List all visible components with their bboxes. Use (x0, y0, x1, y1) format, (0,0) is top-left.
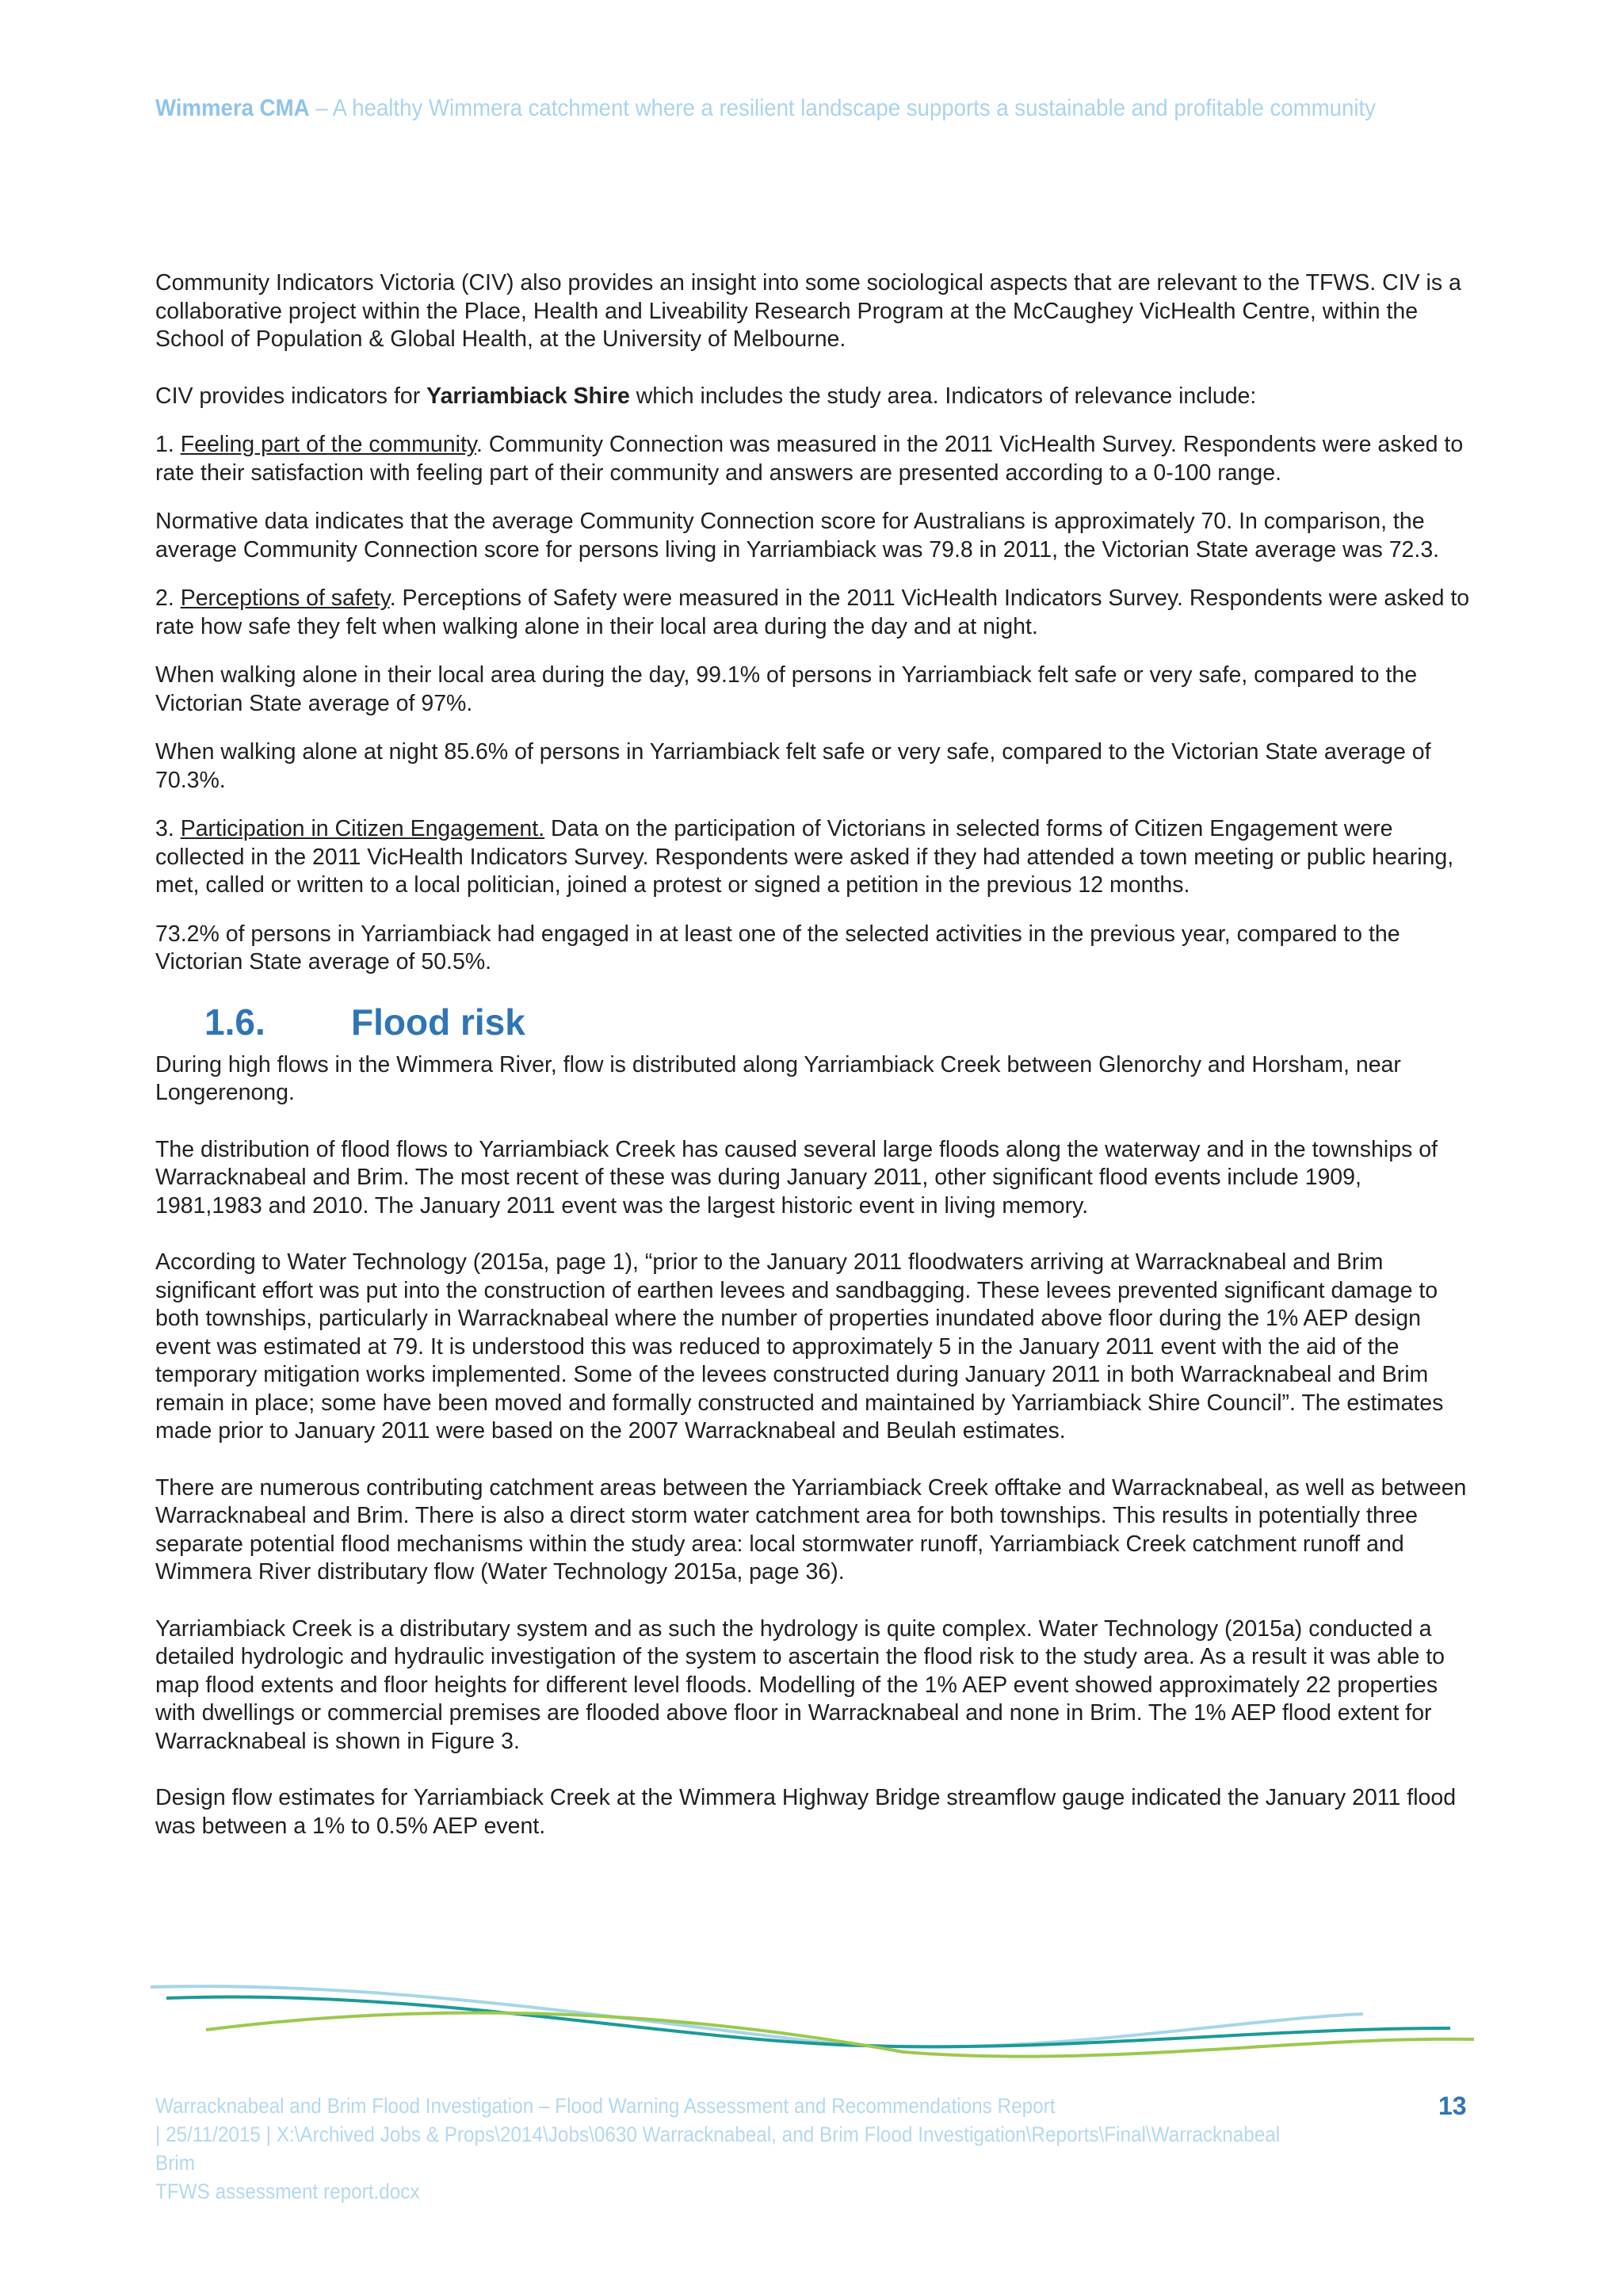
running-header (155, 95, 1395, 122)
paragraph-normative: Normative data indicates that the average Community Connection score for Australians is approximately 70. In comparison, the average Community Connection score for persons living in Yarriambiack was 79.8 in 2011, the Victorian State average was 72.3. (155, 509, 1440, 563)
paragraph-civ-indicators (155, 383, 1471, 411)
page-number: 13 (1438, 2092, 1467, 2120)
paragraph-civ-intro: Community Indicators Victoria (CIV) also provides an insight into some sociological aspects that are relevant to the TFWS. CIV is a collaborative project within the Place, Health and Liveability Research Program at the McCaughey VicHealth Centre, within the School of Population & Global Health, at the University of Melbourne. (155, 270, 1461, 352)
text-bold-shire: Yarriambiack Shire (426, 383, 630, 409)
footer-report-title: Warracknabeal and Brim Flood Investigation – Flood Warning Assessment and Recommendations Report (155, 2094, 1056, 2118)
paragraph-flood-5: Yarriambiack Creek is a distributary system and as such the hydrology is quite complex. Water Technology (2015a) conducted a detailed hydrologic and hydraulic investigation of the system to ascertain the flood risk to the study area. As a result it was able to map flood extents and floor heights for different level floods. Modelling of the 1% AEP event showed approximately 22 properties with dwellings or commercial premises are flooded above floor in Warracknabeal and none in Brim. The 1% AEP flood extent for Warracknabeal is shown in Figure 3. (155, 1615, 1445, 1754)
header-org: Wimmera CMA (155, 95, 310, 121)
indicator-title: Feeling part of the community (180, 432, 476, 457)
paragraph-flood-1: During high flows in the Wimmera River, flow is distributed along Yarriambiack Creek between Glenorchy and Horsham, near Longerenong. (155, 1051, 1401, 1105)
footer-wave-decoration (151, 1973, 1482, 2060)
page-body (155, 269, 1471, 1869)
section-heading (155, 997, 1471, 1047)
paragraph-engagement: 73.2% of persons in Yarriambiack had engaged in at least one of the selected activities in the previous year, compared to the Victorian State average of 50.5%. (155, 921, 1400, 974)
text-run: which includes the study area. Indicators of relevance include: (629, 383, 1257, 409)
text-run: Data on the participation of Victorians in selected forms of Citizen Engagement were collected in the 2011 VicHealth Indicators Survey. Respondents were asked if they had attended a town meeting or public hearing, met, called or written to a local politician, joined a protest or signed a petition in the previous 12 months. (155, 816, 1454, 898)
indicator-title: Participation in Citizen Engagement. (180, 816, 545, 841)
paragraph-night-safety: When walking alone at night 85.6% of persons in Yarriambiack felt safe or very safe, compared to the Victorian State average of 70.3%. (155, 739, 1431, 793)
text-run: . Community Connection was measured in the 2011 VicHealth Survey. Respondents were asked to rate their satisfaction with feeling part of their community and answers are presented according to a 0-100 range. (155, 432, 1464, 486)
text-run: CIV provides indicators for (155, 383, 427, 409)
list-number: 3. (155, 816, 181, 841)
paragraph-day-safety: When walking alone in their local area during the day, 99.1% of persons in Yarriambiack felt safe or very safe, compared to the Victorian State average of 97%. (155, 662, 1418, 716)
paragraph-indicator-1 (155, 431, 1471, 487)
list-number: 1. (155, 432, 181, 457)
paragraph-indicator-3 (155, 815, 1471, 900)
footer-file-name: TFWS assessment report.docx (155, 2180, 420, 2203)
text-run: . Perceptions of Safety were measured in the 2011 VicHealth Indicators Survey. Respondents were asked to rate how safe they felt when walking alone in their local area during the day and at night. (155, 585, 1470, 639)
indicator-title: Perceptions of safety (180, 585, 390, 611)
paragraph-flood-6: Design flow estimates for Yarriambiack Creek at the Wimmera Highway Bridge streamflow gauge indicated the January 2011 flood was between a 1% to 0.5% AEP event. (155, 1785, 1457, 1839)
running-footer (155, 2092, 1296, 2206)
header-tagline: – A healthy Wimmera catchment where a resilient landscape supports a sustainable and profitable community (309, 95, 1376, 121)
paragraph-flood-4: There are numerous contributing catchment areas between the Yarriambiack Creek offtake and Warracknabeal, as well as between Warracknabeal and Brim. There is also a direct storm water catchment area for both townships. This results in potentially three separate potential flood mechanisms within the study area: local stormwater runoff, Yarriambiack Creek catchment runoff and Wimmera River distributary flow (Water Technology 2015a, page 36). (155, 1474, 1467, 1585)
paragraph-flood-3: According to Water Technology (2015a, page 1), “prior to the January 2011 floodwaters arriving at Warracknabeal and Brim significant effort was put into the construction of earthen levees and sandbagging. These levees prevented significant damage to both townships, particularly in Warracknabeal where the number of properties inundated above floor during the 1% AEP design event was estimated at 79. It is understood this was reduced to approximately 5 in the January 2011 event with the aid of the temporary mitigation works implemented. Some of the levees constructed during January 2011 in both Warracknabeal and Brim remain in place; some have been moved and formally constructed and maintained by Yarriambiack Shire Council”. The estimates made prior to January 2011 were based on the 2007 Warracknabeal and Beulah estimates. (155, 1249, 1444, 1444)
footer-file-path: | 25/11/2015 | X:\Archived Jobs & Props\2014\Jobs\0630 Warracknabeal, and Brim Flood Investigation\Reports\Final\Warracknabeal Brim (155, 2122, 1281, 2175)
paragraph-indicator-2 (155, 585, 1471, 641)
paragraph-flood-2: The distribution of flood flows to Yarriambiack Creek has caused several large floods along the waterway and in the townships of Warracknabeal and Brim. The most recent of these was during January 2011, other significant flood events include 1909, 1981,1983 and 2010. The January 2011 event was the largest historic event in living memory. (155, 1136, 1438, 1219)
list-number: 2. (155, 585, 181, 611)
section-number: 1.6. (204, 1001, 265, 1043)
section-title: Flood risk (351, 1001, 525, 1043)
